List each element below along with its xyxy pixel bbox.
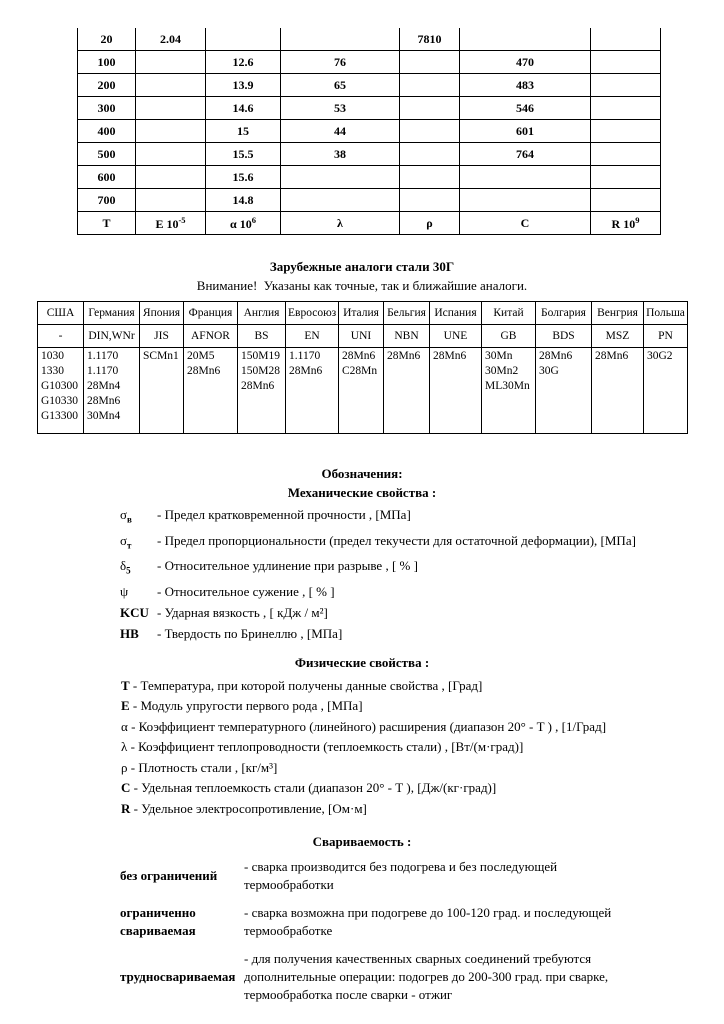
analogs-country-cell: Болгария xyxy=(536,302,592,325)
analog-grade: 30Mn xyxy=(485,350,513,362)
analogs-standard-cell: GB xyxy=(482,325,536,348)
analogs-country-row xyxy=(38,302,688,325)
analog-grade: SCMn1 xyxy=(143,350,179,362)
property-description: - Удельное электросопротивление, [Ом·м] xyxy=(130,800,367,816)
analog-grade: 28Mn6 xyxy=(289,365,323,377)
properties-cell: 7810 xyxy=(400,28,460,51)
analogs-standard-cell: BS xyxy=(238,325,286,348)
property-description: - Коэффициент температурного (линейного) расширения (диапазон 20° - T ) , [1/Град] xyxy=(127,718,607,734)
mechanical-definition xyxy=(120,532,724,555)
analogs-values-row xyxy=(38,348,688,434)
properties-row xyxy=(78,120,661,143)
analog-grade: 150M28 xyxy=(241,365,280,377)
properties-cell: 100 xyxy=(78,51,136,74)
analogs-country-cell: Китай xyxy=(482,302,536,325)
analogs-values-cell xyxy=(184,348,238,434)
properties-cell: 200 xyxy=(78,74,136,97)
properties-cell xyxy=(136,97,206,120)
analogs-country-cell: Польша xyxy=(644,302,688,325)
physical-definition xyxy=(121,697,661,715)
analog-grade: 28Mn4 xyxy=(87,380,121,392)
property-description: - Предел кратковременной прочности , [МПа] xyxy=(157,507,411,522)
weldability-description: - сварка производится без подогрева и без последующей термообработки xyxy=(244,858,558,892)
mechanical-definition xyxy=(120,583,724,601)
analogs-values-cell xyxy=(140,348,184,434)
analog-grade: 20M5 xyxy=(187,350,215,362)
property-symbol: C xyxy=(121,780,131,796)
properties-cell: 470 xyxy=(460,51,591,74)
analogs-standard-cell: PN xyxy=(644,325,688,348)
properties-cell xyxy=(460,166,591,189)
properties-cell: 38 xyxy=(281,143,400,166)
physical-definition xyxy=(121,677,661,695)
properties-cell: 601 xyxy=(460,120,591,143)
designations-heading: Обозначения: xyxy=(321,466,403,481)
properties-cell xyxy=(400,97,460,120)
symbol-subscript: 5 xyxy=(126,565,131,576)
analogs-attention-note: Внимание! Указаны как точные, так и ближайшие аналоги. xyxy=(196,278,528,293)
analogs-country-cell: Франция xyxy=(184,302,238,325)
analogs-values-cell xyxy=(238,348,286,434)
analogs-standard-cell: AFNOR xyxy=(184,325,238,348)
analog-grade: 1.1170 xyxy=(87,350,119,362)
mechanical-definition xyxy=(120,604,724,622)
analogs-standard-cell: DIN,WNr xyxy=(84,325,140,348)
properties-footer-row xyxy=(78,212,661,235)
properties-cell xyxy=(400,74,460,97)
analog-grade: 28Mn6 xyxy=(539,350,573,362)
analog-grade: 1.1170 xyxy=(87,365,119,377)
properties-cell xyxy=(136,143,206,166)
property-description: - Предел пропорциональности (предел текучести для остаточной деформации), [МПа] xyxy=(157,532,636,548)
properties-cell xyxy=(400,166,460,189)
analogs-values-cell xyxy=(644,348,688,434)
analogs-standard-cell: NBN xyxy=(384,325,430,348)
properties-cell: 65 xyxy=(281,74,400,97)
weldability-item xyxy=(120,904,724,940)
property-symbol: λ xyxy=(121,739,128,755)
properties-cell xyxy=(400,51,460,74)
mechanical-definition xyxy=(120,557,724,580)
analogs-standard-cell: MSZ xyxy=(592,325,644,348)
properties-cell xyxy=(591,166,661,189)
weldability-item xyxy=(120,858,724,894)
analog-grade: 28Mn6 xyxy=(241,380,275,392)
analog-grade: 30G2 xyxy=(647,350,673,362)
analog-grade: 28Mn6 xyxy=(433,350,467,362)
analogs-values-cell xyxy=(482,348,536,434)
properties-row xyxy=(78,51,661,74)
property-symbol: T xyxy=(121,677,130,693)
analog-grade: 1.1170 xyxy=(289,350,321,362)
properties-cell xyxy=(591,28,661,51)
properties-footer-cell: ρ xyxy=(400,212,460,235)
analog-grade: 30Mn2 xyxy=(485,365,519,377)
weldability-description: - для получения качественных сварных соединений требуются дополнительные операции: подогрев до 200-300 град. при сварке, термообработка после сварки - отжиг xyxy=(244,950,609,1002)
analogs-section-title: Зарубежные аналоги стали 30Г xyxy=(269,259,455,274)
properties-cell xyxy=(400,189,460,212)
properties-cell xyxy=(136,166,206,189)
properties-cell xyxy=(136,74,206,97)
weldability-description: - сварка возможна при подогреве до 100-120 град. и последующей термообработке xyxy=(244,904,612,938)
property-symbol: E xyxy=(121,698,130,714)
analog-grade: 28Mn6 xyxy=(595,350,629,362)
property-description: - Плотность стали , [кг/м³] xyxy=(127,759,278,775)
properties-cell xyxy=(591,143,661,166)
properties-footer-cell: λ xyxy=(281,212,400,235)
property-description: - Относительное удлинение при разрыве , [ % ] xyxy=(157,558,418,574)
properties-row xyxy=(78,189,661,212)
analogs-standard-cell: UNI xyxy=(339,325,384,348)
analog-grade: 28Mn6 xyxy=(187,365,221,377)
analogs-standard-cell: BDS xyxy=(536,325,592,348)
superscript: 9 xyxy=(635,214,640,225)
analogs-values-cell xyxy=(384,348,430,434)
property-description: - Ударная вязкость , [ кДж / м²] xyxy=(157,604,328,620)
property-description: - Твердость по Бринеллю , [МПа] xyxy=(157,625,343,641)
properties-cell xyxy=(281,28,400,51)
foreign-analogs-table xyxy=(37,301,688,434)
analog-grade: C28Mn xyxy=(342,365,378,377)
properties-cell: 53 xyxy=(281,97,400,120)
properties-cell: 2.04 xyxy=(136,28,206,51)
physical-definition xyxy=(121,800,661,818)
properties-cell: 483 xyxy=(460,74,591,97)
mechanical-definition xyxy=(120,506,724,529)
analog-grade: ML30Mn xyxy=(485,380,530,392)
properties-cell: 400 xyxy=(78,120,136,143)
properties-cell: 15 xyxy=(206,120,281,143)
properties-cell xyxy=(400,120,460,143)
property-symbol: $\sigma_в$ xyxy=(120,507,132,525)
weldability-list xyxy=(0,858,724,1004)
properties-cell xyxy=(281,189,400,212)
analogs-values-cell xyxy=(339,348,384,434)
properties-cell xyxy=(136,189,206,212)
analogs-country-cell: Япония xyxy=(140,302,184,325)
properties-cell: 15.6 xyxy=(206,166,281,189)
analogs-country-cell: Германия xyxy=(84,302,140,325)
properties-cell: 14.6 xyxy=(206,97,281,120)
property-symbol: $\delta_5$ xyxy=(120,558,131,576)
physical-properties-heading: Физические свойства : xyxy=(294,654,430,670)
physical-properties-list xyxy=(0,677,724,818)
property-symbol: HB xyxy=(120,625,139,641)
analogs-standard-cell: JIS xyxy=(140,325,184,348)
properties-row xyxy=(78,143,661,166)
properties-footer-cell: E $10^{-5}$ xyxy=(136,212,206,235)
analogs-country-cell: Испания xyxy=(430,302,482,325)
properties-cell: 700 xyxy=(78,189,136,212)
analog-grade: 28Mn6 xyxy=(87,395,121,407)
analogs-country-cell: США xyxy=(38,302,84,325)
analogs-standard-cell: EN xyxy=(286,325,339,348)
weldability-term: без ограничений xyxy=(120,867,218,883)
weldability-term: трудносвариваемая xyxy=(120,968,236,984)
properties-cell: 600 xyxy=(78,166,136,189)
analog-grade: 30G xyxy=(539,365,559,377)
symbol-subscript: т xyxy=(127,540,132,551)
properties-cell: 546 xyxy=(460,97,591,120)
analogs-standard-cell: - xyxy=(38,325,84,348)
properties-footer-cell: α $10^6$ xyxy=(206,212,281,235)
property-description: - Относительное сужение , [ % ] xyxy=(157,583,335,599)
superscript: 6 xyxy=(251,214,256,225)
properties-cell xyxy=(591,120,661,143)
properties-cell: 15.5 xyxy=(206,143,281,166)
analogs-values-cell xyxy=(430,348,482,434)
analog-grade: G10300 xyxy=(41,380,79,392)
analogs-country-cell: Бельгия xyxy=(384,302,430,325)
properties-cell: 12.6 xyxy=(206,51,281,74)
properties-row xyxy=(78,166,661,189)
physical-definition xyxy=(121,718,661,736)
analog-grade: 150M19 xyxy=(241,350,280,362)
properties-footer-cell: T xyxy=(78,212,136,235)
properties-cell: 13.9 xyxy=(206,74,281,97)
analogs-standard-row xyxy=(38,325,688,348)
properties-cell: 500 xyxy=(78,143,136,166)
properties-cell xyxy=(591,97,661,120)
properties-cell xyxy=(400,143,460,166)
properties-row xyxy=(78,97,661,120)
properties-cell: 764 xyxy=(460,143,591,166)
analogs-values-cell xyxy=(38,348,84,434)
property-description: - Температура, при которой получены данные свойства , [Град] xyxy=(129,677,483,693)
property-symbol: R xyxy=(121,800,131,816)
property-symbol: ρ xyxy=(121,759,128,775)
properties-cell: 76 xyxy=(281,51,400,74)
properties-cell: 14.8 xyxy=(206,189,281,212)
property-description: - Удельная теплоемкость стали (диапазон 20° - Т ), [Дж/(кг·град)] xyxy=(130,780,497,796)
superscript: -5 xyxy=(178,214,186,225)
analogs-country-cell: Евросоюз xyxy=(286,302,339,325)
mechanical-properties-list xyxy=(0,506,724,643)
analogs-country-cell: Италия xyxy=(339,302,384,325)
properties-cell xyxy=(460,189,591,212)
analogs-country-cell: Англия xyxy=(238,302,286,325)
weldability-term: ограниченно свариваемая xyxy=(120,904,196,938)
weldability-item xyxy=(120,950,724,1004)
property-symbol: $\sigma_т$ xyxy=(120,532,132,551)
properties-row xyxy=(78,74,661,97)
physical-properties-table xyxy=(77,28,661,235)
properties-cell: 20 xyxy=(78,28,136,51)
analog-grade: 1030 xyxy=(41,350,64,362)
analog-grade: 1330 xyxy=(41,365,64,377)
symbol-subscript: в xyxy=(127,514,132,525)
properties-cell: 44 xyxy=(281,120,400,143)
analogs-standard-cell: UNE xyxy=(430,325,482,348)
properties-footer-cell: C xyxy=(460,212,591,235)
physical-definition xyxy=(121,759,661,777)
properties-cell xyxy=(460,28,591,51)
property-description: - Коэффициент теплопроводности (теплоемкость стали) , [Вт/(м·град)] xyxy=(127,739,524,755)
mechanical-properties-heading: Механические свойства : xyxy=(287,485,437,500)
property-symbol: ψ xyxy=(120,583,129,599)
property-description: - Модуль упругости первого рода , [МПа] xyxy=(129,698,363,714)
analog-grade: 30Mn4 xyxy=(87,410,121,422)
analog-grade: 28Mn6 xyxy=(387,350,421,362)
properties-cell: 300 xyxy=(78,97,136,120)
properties-cell xyxy=(136,120,206,143)
analogs-values-cell xyxy=(84,348,140,434)
analogs-values-cell xyxy=(592,348,644,434)
properties-cell xyxy=(591,51,661,74)
property-symbol: KCU xyxy=(120,604,149,620)
analogs-values-cell xyxy=(536,348,592,434)
mechanical-definition xyxy=(120,625,724,643)
properties-cell xyxy=(136,51,206,74)
analogs-country-cell: Венгрия xyxy=(592,302,644,325)
analog-grade: G10330 xyxy=(41,395,79,407)
analog-grade: G13300 xyxy=(41,410,79,422)
property-symbol: α xyxy=(121,718,128,734)
properties-cell xyxy=(281,166,400,189)
properties-footer-cell: R $10^9$ xyxy=(591,212,661,235)
properties-row xyxy=(78,28,661,51)
properties-cell xyxy=(591,189,661,212)
physical-definition xyxy=(121,779,661,797)
physical-definition xyxy=(121,738,661,756)
properties-cell xyxy=(206,28,281,51)
analog-grade: 28Mn6 xyxy=(342,350,376,362)
weldability-heading: Свариваемость : xyxy=(312,833,412,849)
analogs-values-cell xyxy=(286,348,339,434)
properties-cell xyxy=(591,74,661,97)
